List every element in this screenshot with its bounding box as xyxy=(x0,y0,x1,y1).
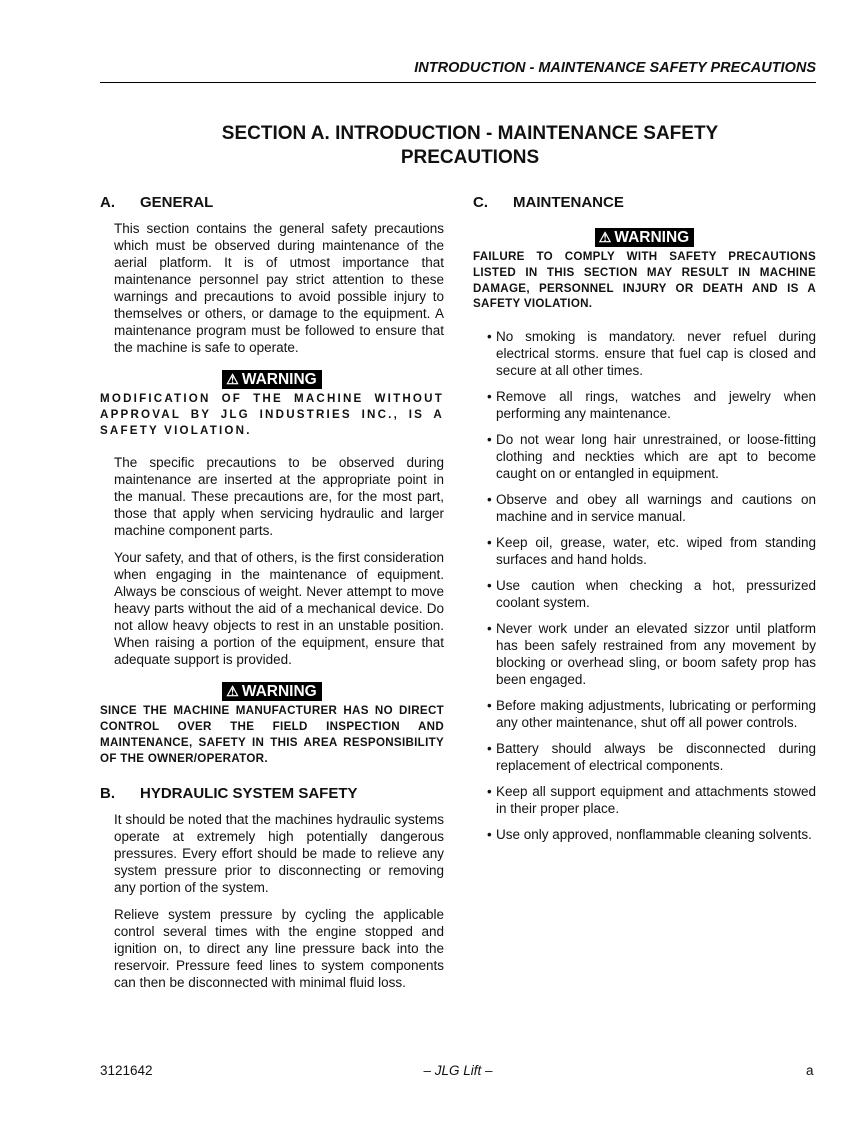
section-heading-maintenance xyxy=(473,194,816,212)
hydraulic-paragraph-1: It should be noted that the machines hydraulic systems operate at extremely high potentially dangerous pressures. Every effort should be made to relieve any system pressure prior to disconnecting or removing any portion of the system. xyxy=(114,811,444,895)
warning-label: WARNING xyxy=(614,229,690,246)
section-title: GENERAL xyxy=(140,194,214,211)
page-title xyxy=(100,122,840,170)
running-header: INTRODUCTION - MAINTENANCE SAFETY PRECAUTIONS xyxy=(414,60,816,76)
warning-label: WARNING xyxy=(241,683,317,701)
list-item: • Use only approved, nonflammable cleaning solvents. xyxy=(487,827,812,843)
warning-badge-1 xyxy=(100,370,444,389)
warning-badge-3 xyxy=(473,228,816,247)
bullet-icon: • xyxy=(487,329,492,345)
warning-triangle-icon: ⚠ xyxy=(598,229,612,245)
section-letter: C. xyxy=(473,194,488,211)
section-title: HYDRAULIC SYSTEM SAFETY xyxy=(140,784,358,802)
list-item: • Battery should always be disconnected during replacement of electrical components. xyxy=(487,741,816,774)
list-item: • Before making adjustments, lubricating or performing any other maintenance, shut off all power controls. xyxy=(487,698,816,731)
warning-badge-2 xyxy=(100,682,444,701)
footer-doc-number: 3121642 xyxy=(100,1063,153,1078)
list-item: • Never work under an elevated sizzor until platform has been safely restrained from any movement by blocking or overhead sling, or boom safety prop has been engaged. xyxy=(487,621,816,688)
warning-text-failure: FAILURE TO COMPLY WITH SAFETY PRECAUTIONS LISTED IN THIS SECTION MAY RESULT IN MACHINE DAMAGE, PERSONNEL INJURY OR DEATH AND IS A SAFETY VIOLATION. xyxy=(473,250,816,311)
general-intro-paragraph: This section contains the general safety precautions which must be observed during maintenance of the aerial platform. It is of utmost importance that maintenance personnel pay strict attention to these warnings and precautions to avoid possible injury to themselves or others, or damage to the equipment. A maintenance program must be followed to ensure that the machine is safe to operate. xyxy=(114,221,444,355)
bullet-icon: • xyxy=(487,492,492,508)
header-rule xyxy=(100,82,816,83)
bullet-icon: • xyxy=(487,827,492,843)
section-heading-general xyxy=(100,194,444,212)
bullet-icon: • xyxy=(487,621,492,637)
warning-triangle-icon: ⚠ xyxy=(226,371,239,387)
bullet-icon: • xyxy=(487,578,492,594)
list-item: • No smoking is mandatory. never refuel during electrical storms. ensure that fuel cap is closed and secure at all other times. xyxy=(487,329,816,379)
section-title: MAINTENANCE xyxy=(513,194,624,211)
warning-text-manufacturer: SINCE THE MACHINE MANUFACTURER HAS NO DIRECT CONTROL OVER THE FIELD INSPECTION AND MAINTENANCE, SAFETY IN THIS AREA RESPONSIBILITY OF THE OWNER/OPERATOR. xyxy=(100,704,444,765)
general-paragraph-3: Your safety, and that of others, is the first consideration when engaging in the maintenance of equipment. Always be conscious of weight. Never attempt to move heavy parts without the aid of a mechanical device. Do not allow heavy objects to rest in an unstable position. When raising a portion of the equipment, ensure that adequate support is provided. xyxy=(114,550,444,668)
bullet-icon: • xyxy=(487,741,492,757)
warning-triangle-icon: ⚠ xyxy=(226,683,239,700)
maintenance-bullet-list xyxy=(473,328,816,843)
list-item: • Use caution when checking a hot, pressurized coolant system. xyxy=(487,578,816,611)
warning-text-modification: MODIFICATION OF THE MACHINE WITHOUT APPROVAL BY JLG INDUSTRIES INC., IS A SAFETY VIOLATION. xyxy=(100,392,444,437)
bullet-icon: • xyxy=(487,389,492,405)
bullet-icon: • xyxy=(487,698,492,714)
footer-page-number: a xyxy=(806,1063,814,1078)
right-column xyxy=(473,194,816,852)
list-item: • Remove all rings, watches and jewelry when performing any maintenance. xyxy=(487,389,816,422)
bullet-icon: • xyxy=(487,535,492,551)
section-letter: A. xyxy=(100,194,115,211)
bullet-icon: • xyxy=(487,784,492,800)
page-title-line2: PRECAUTIONS xyxy=(400,147,540,168)
list-item: • Do not wear long hair unrestrained, or loose-fitting clothing and neckties which are apt to become caught on or entangled in equipment. xyxy=(487,432,816,482)
list-item: • Keep all support equipment and attachments stowed in their proper place. xyxy=(487,784,816,817)
page-title-line1: SECTION A. INTRODUCTION - MAINTENANCE SAFETY xyxy=(221,123,719,144)
hydraulic-paragraph-2: Relieve system pressure by cycling the applicable control several times with the engine stopped and ignition on, to direct any line pressure back into the reservoir. Pressure feed lines to system components can then be disconnected with minimal fluid loss. xyxy=(114,906,444,990)
section-heading-hydraulic xyxy=(100,785,444,803)
bullet-icon: • xyxy=(487,432,492,448)
left-column xyxy=(100,194,444,1001)
warning-label: WARNING xyxy=(241,371,317,388)
list-item: • Keep oil, grease, water, etc. wiped from standing surfaces and hand holds. xyxy=(487,535,816,568)
section-letter: B. xyxy=(100,784,115,802)
list-item: • Observe and obey all warnings and cautions on machine and in service manual. xyxy=(487,492,816,525)
footer-brand: – JLG Lift – xyxy=(423,1063,493,1078)
general-paragraph-2: The specific precautions to be observed during maintenance are inserted at the appropriate point in the manual. These precautions are, for the most part, those that apply when servicing hydraulic and larger machine component parts. xyxy=(114,455,444,539)
